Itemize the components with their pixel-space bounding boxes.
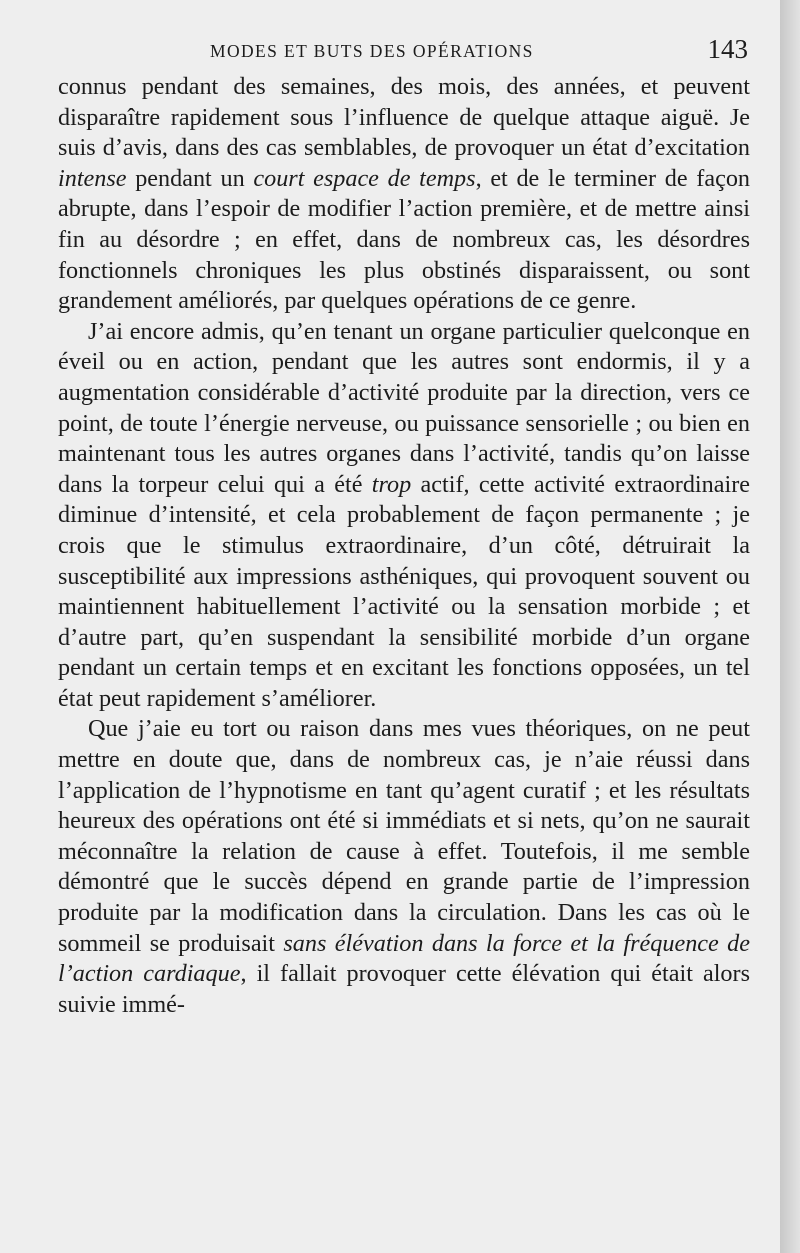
paragraph-2-text-2: actif, cette activité extraordinaire diminue d’intensité, et cela probablement de façon permanente ; je crois que le stimulus extraordinaire, d’un côté, détruirait la susceptibilité aux impressions asthéniques, qui provoquent souvent ou maintiennent habituellement l’activité ou la sensation morbide ; et d’autre part, qu’en suspendant la sensibilité morbide d’un organe pendant un certain temps et en excitant les fonctions opposées, un tel état peut rapidement s’améliorer. (58, 470, 750, 712)
paragraph-1-italic-2: court espace de temps (253, 164, 476, 192)
paragraph-2-text-1: J’ai encore admis, qu’en tenant un organe particulier quelconque en éveil ou en action, pendant que les autres sont endormis, il y a augmentation considérable d’activité produite par la direction, vers ce point, de toute l’énergie nerveuse, ou puissance sensorielle ; ou bien en maintenant tous les autres organes dans l’activité, tandis qu’on laisse dans la torpeur celui qui a été (58, 317, 750, 498)
paragraph-1-text-1: connus pendant des semaines, des mois, des années, et peuvent disparaître rapidement sous l’influence de quelque attaque aiguë. Je suis d’avis, dans des cas semblables, de provoquer un état d’excitation (58, 73, 750, 162)
paragraph-1-italic-1: intense (58, 164, 127, 192)
page-header (58, 34, 750, 72)
paragraph-1 (58, 72, 750, 317)
paragraph-3 (58, 714, 750, 1020)
paragraph-3-text-1: Que j’aie eu tort ou raison dans mes vues théoriques, on ne peut mettre en doute que, dans de nombreux cas, je n’aie réussi dans l’application de l’hypnotisme en tant qu’agent curatif ; et les résultats heureux des opérations ont été si immédiats et si nets, qu’on ne saurait méconnaître la relation de cause à effet. Toutefois, il me semble démontré que le succès dépend en grande partie de l’impression produite par la modification dans la circulation. Dans les cas où le sommeil se produisait (58, 715, 750, 957)
page-body (58, 72, 750, 1020)
page-edge-shadow (780, 0, 800, 1253)
page-number: 143 (707, 34, 748, 64)
running-head: MODES ET BUTS DES OPÉRATIONS (210, 41, 534, 61)
paragraph-1-text-2: pendant un (126, 164, 254, 192)
paragraph-3-text-2: , il fallait provoquer cette élévation qui était alors suivie immé- (58, 960, 750, 1018)
paragraph-2 (58, 317, 750, 715)
paragraph-1-text-3: , et de le terminer de façon abrupte, dans l’espoir de modifier l’action première, et de mettre ainsi fin au désordre ; en effet, dans de nombreux cas, les désordres fonctionnels chroniques les plus obstinés disparaissent, ou sont grandement améliorés, par quelques opérations de ce genre. (58, 164, 751, 315)
paragraph-3-italic-1: sans élévation dans la force et la fréquence de l’action cardiaque (58, 929, 750, 988)
paragraph-2-italic-1: trop (371, 470, 412, 498)
